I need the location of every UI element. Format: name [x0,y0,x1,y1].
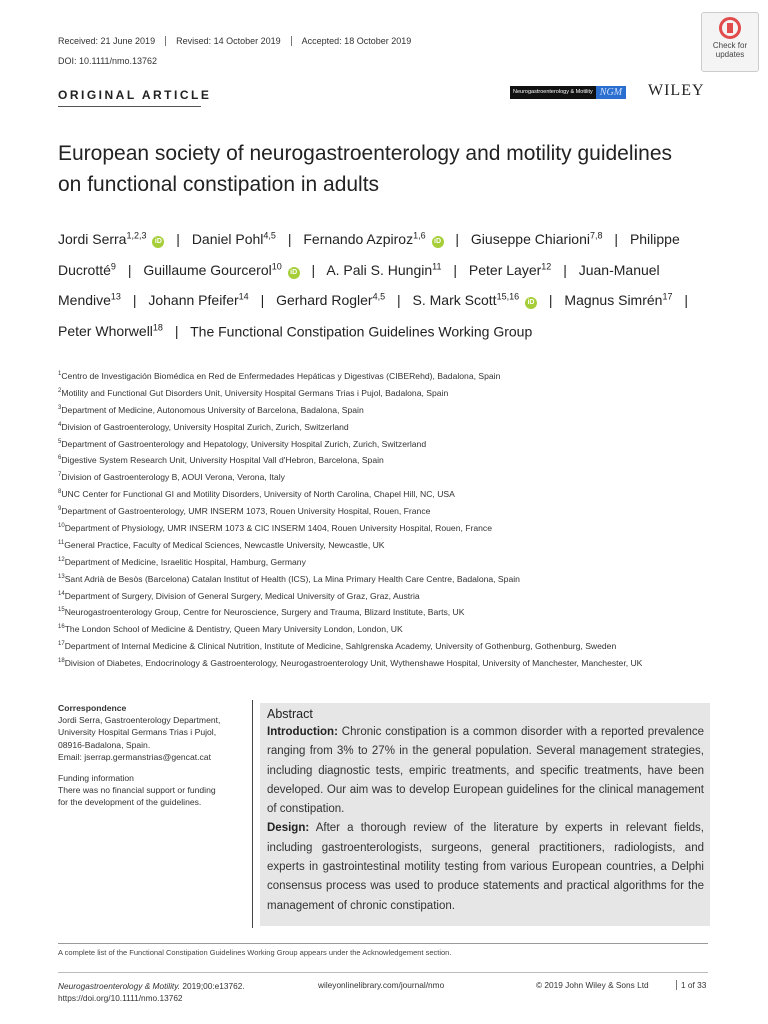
correspondence-block [58,702,248,809]
journal-site-link[interactable]: wileyonlinelibrary.com/journal/nmo [318,980,445,990]
affiliations-list [58,366,748,670]
author-separator: | [548,292,553,309]
footer-rule [58,972,708,973]
affiliation-number: 14 [58,590,65,597]
affiliation-text: General Practice, Faculty of Medical Sciences, Newcastle University, Newcastle, UK [64,539,385,550]
orcid-icon[interactable]: iD [288,267,300,279]
affiliation-number: 7 [58,472,62,479]
affiliation-number: 18 [58,658,65,665]
affiliation-number: 9 [58,506,62,513]
author-name: Magnus Simrén [564,292,663,309]
affiliation-item [58,552,748,569]
affiliation-number: 1 [58,371,62,377]
affiliation-text: Neurogastroenterology Group, Centre for Neuroscience, Surgery and Trauma, Blizard Institute, Barts, UK [64,607,465,618]
doi-link[interactable]: https://doi.org/10.1111/nmo.13762 [58,993,183,1003]
orcid-icon[interactable]: iD [432,236,444,248]
author-affiliation-numbers: 15,16 [496,291,520,302]
introduction-text: Chronic constipation is a common disorder with a reported prevalence ranging from 3% to 27% in the general population. Several management strategies, including diagnostic tests, empiric treatments, and specific treatments, have been developed. Our aim was to develop European guidelines for the clinical management of constipation. [267,726,704,816]
author[interactable] [469,262,551,278]
funding-heading: Funding information [58,773,134,784]
affiliation-text: Digestive System Research Unit, University Hospital Vall d'Hebron, Barcelona, Spain [61,455,384,466]
abstract-heading: Abstract [267,707,313,721]
orcid-icon[interactable]: iD [152,236,164,248]
footnote-rule [58,943,708,944]
column-divider [252,700,253,928]
affiliation-number: 11 [58,539,65,546]
affiliation-item [58,417,748,434]
author-affiliation-numbers: 4,5 [263,230,276,240]
author[interactable] [190,323,532,339]
affiliation-item [58,602,748,619]
affiliation-text: Division of Gastroenterology B, AOUI Verona, Verona, Italy [61,472,285,483]
affiliation-text: Department of Internal Medicine & Clinical Nutrition, Institute of Medicine, Sahlgrenska Academy, University of Gothenburg, Gothenburg, Sweden [64,641,617,652]
author[interactable] [413,292,537,308]
affiliation-number: 6 [58,455,62,462]
affiliation-item [58,653,748,670]
author-affiliation-numbers: 17 [662,291,673,302]
affiliation-text: Department of Physiology, UMR INSERM 1073 & CIC INSERM 1404, Rouen University Hospital, Rouen, France [64,522,492,533]
affiliation-text: Sant Adrià de Besòs (Barcelona) Catalan Institut of Health (ICS), La Mina Primary Health Care Centre, Badalona, Spain [64,573,520,584]
author-separator: | [127,261,132,278]
correspondence-line: Jordi Serra, Gastroenterology Department, [58,715,221,726]
affiliation-number: 10 [58,523,65,530]
author-name: Fernando Azpiroz [303,230,414,247]
affiliation-text: Department of Gastroenterology, UMR INSERM 1073, Rouen University Hospital, Rouen, France [61,505,431,516]
author[interactable] [192,231,276,247]
author-separator: | [132,292,137,309]
author-separator: | [176,230,180,247]
author[interactable] [326,262,441,278]
author[interactable] [58,231,164,247]
check-for-updates-badge[interactable] [701,12,759,72]
affiliation-item [58,467,748,484]
author-name: Philippe Ducrotté [58,230,680,278]
affiliation-text: Division of Diabetes, Endocrinology & Gastroenterology, Neurogastroenterology Unit, Wythenshawe Hospital, University of Manchester, Manchester, UK [64,658,643,668]
affiliation-number: 17 [58,641,65,648]
correspondence-heading: Correspondence [58,703,127,713]
affiliation-item [58,569,748,586]
received-date: Received: 21 June 2019 [58,36,156,46]
author-list [58,222,708,345]
affiliation-number: 5 [58,438,62,445]
author-affiliation-numbers: 18 [152,322,163,333]
author[interactable] [303,231,443,247]
affiliation-text: UNC Center for Functional GI and Motility Disorders, University of North Carolina, Chapel Hill, NC, USA [61,489,455,500]
journal-logo-text: Neurogastroenterology & Motility [510,86,596,99]
affiliation-text: Department of Gastroenterology and Hepatology, University Hospital Zurich, Zurich, Switzerland [61,438,427,449]
revised-date: Revised: 14 October 2019 [165,36,291,46]
author-name: Juan-Manuel Mendive [58,261,660,309]
author[interactable] [58,323,163,339]
copyright: © 2019 John Wiley & Sons Ltd [536,980,649,990]
author-separator: | [614,230,619,247]
funding-line: There was no financial support or funding [58,785,216,796]
author-affiliation-numbers: 13 [110,291,121,302]
abstract-box [260,703,710,926]
design-label: Design: [267,822,310,835]
citation-details: 2019;00:e13762. [180,981,245,991]
author[interactable] [564,292,672,308]
affiliation-item [58,383,748,400]
affiliation-number: 16 [58,624,65,631]
author-affiliation-numbers: 1,2,3 [126,230,147,240]
affiliation-item [58,535,748,552]
author-name: Giuseppe Chiarioni [470,230,590,247]
affiliation-text: Department of Medicine, Autonomous University of Barcelona, Badalona, Spain [61,404,364,415]
abstract-design [267,819,704,915]
affiliation-item [58,518,748,535]
affiliation-text: Division of Gastroenterology, University Hospital Zurich, Zurich, Switzerland [61,421,349,432]
affiliation-text: The London School of Medicine & Dentistry, Queen Mary University London, London, UK [64,624,403,635]
affiliation-item [58,366,748,383]
affiliation-text: Centro de Investigación Biomédica en Red de Enfermedades Hepáticas y Digestivas (CIBERehd), Badalona, Spain [61,370,501,381]
author-separator: | [455,230,460,247]
orcid-icon[interactable]: iD [525,297,537,309]
author-name: A. Pali S. Hungin [326,261,433,278]
journal-citation [58,980,245,1004]
author-name: Gerhard Rogler [276,292,373,309]
affiliation-item [58,501,748,518]
journal-logo [510,86,635,99]
affiliation-item [58,619,748,636]
affiliation-item [58,450,748,467]
author-affiliation-numbers: 11 [432,260,442,271]
author-affiliation-numbers: 12 [541,260,552,271]
author-name: Guillaume Gourcerol [143,261,272,278]
correspondence-email[interactable]: Email: jserrap.germanstrias@gencat.cat [58,751,211,762]
affiliation-item [58,484,748,501]
footnote: A complete list of the Functional Constipation Guidelines Working Group appears under the Acknowledgement section. [58,948,452,957]
design-text: After a thorough review of the literature by experts in relevant fields, including gastroenterologists, surgeons, general practitioners, radiologists, and experts in gastrointestinal motility testing from various European countries, a Delphi consensus process was used to produce statements and practical algorithms for the management of chronic constipation. [267,822,704,912]
affiliation-number: 13 [58,573,65,580]
author-name: Peter Layer [468,261,542,278]
author-affiliation-numbers: 1,6 [413,230,426,240]
journal-logo-abbr: NGM [596,86,626,99]
author-name: Jordi Serra [58,230,127,247]
author-separator: | [684,292,688,309]
funding-line: for the development of the guidelines. [58,797,202,808]
affiliation-number: 4 [58,421,62,428]
affiliation-number: 3 [58,404,62,411]
article-title: European society of neurogastroenterology and motility guidelines on functional constipation in adults [58,142,673,196]
correspondence-line: 08916-Badalona, Spain. [58,739,151,750]
affiliation-number: 2 [58,387,62,394]
author-separator: | [563,261,567,278]
publication-dates [58,36,421,46]
author-separator: | [311,261,316,278]
accepted-date: Accepted: 18 October 2019 [291,36,422,46]
author-name: The Functional Constipation Guidelines Working Group [190,323,533,340]
author[interactable] [471,231,603,247]
affiliation-number: 8 [58,489,62,496]
author-separator: | [287,230,292,247]
affiliation-item [58,400,748,417]
doi[interactable]: DOI: 10.1111/nmo.13762 [58,56,158,66]
abstract-introduction [267,723,704,819]
article-type-rule [58,106,201,107]
page-number: 1 of 33 [676,980,706,990]
affiliation-text: Department of Medicine, Israelitic Hospital, Hamburg, Germany [64,556,306,567]
author[interactable] [143,262,299,278]
article-type: ORIGINAL ARTICLE [58,88,212,102]
affiliation-item [58,434,748,451]
affiliation-number: 15 [58,607,65,614]
author-affiliation-numbers: 7,8 [590,230,603,240]
affiliation-text: Motility and Functional Gut Disorders Unit, University Hospital Germans Trias i Pujol, Badalona, Spain [61,387,449,398]
affiliation-item [58,636,748,653]
author-affiliation-numbers: 9 [110,260,116,271]
author-separator: | [453,261,458,278]
affiliation-number: 12 [58,556,65,563]
author[interactable] [276,292,385,308]
correspondence-line: University Hospital Germans Trias i Pujol, [58,727,217,738]
affiliation-item [58,586,748,603]
author-separator: | [397,292,401,309]
author-separator: | [174,323,179,340]
introduction-label: Introduction: [267,726,338,738]
author-separator: | [260,292,265,309]
author-name: Daniel Pohl [191,230,264,247]
author-affiliation-numbers: 4,5 [372,291,386,302]
bookmark-icon [719,17,741,39]
check-updates-label: Check for updates [712,41,748,59]
publisher-logo: WILEY [648,82,705,99]
affiliation-text: Department of Surgery, Division of General Surgery, Medical University of Graz, Graz, Austria [64,590,420,601]
author-affiliation-numbers: 10 [271,260,282,271]
author-name: Peter Whorwell [58,323,153,340]
author[interactable] [148,292,248,308]
author-name: Johann Pfeifer [148,292,239,309]
author-affiliation-numbers: 14 [238,291,249,302]
author-name: S. Mark Scott [412,292,497,309]
journal-name: Neurogastroenterology & Motility. [58,981,181,991]
